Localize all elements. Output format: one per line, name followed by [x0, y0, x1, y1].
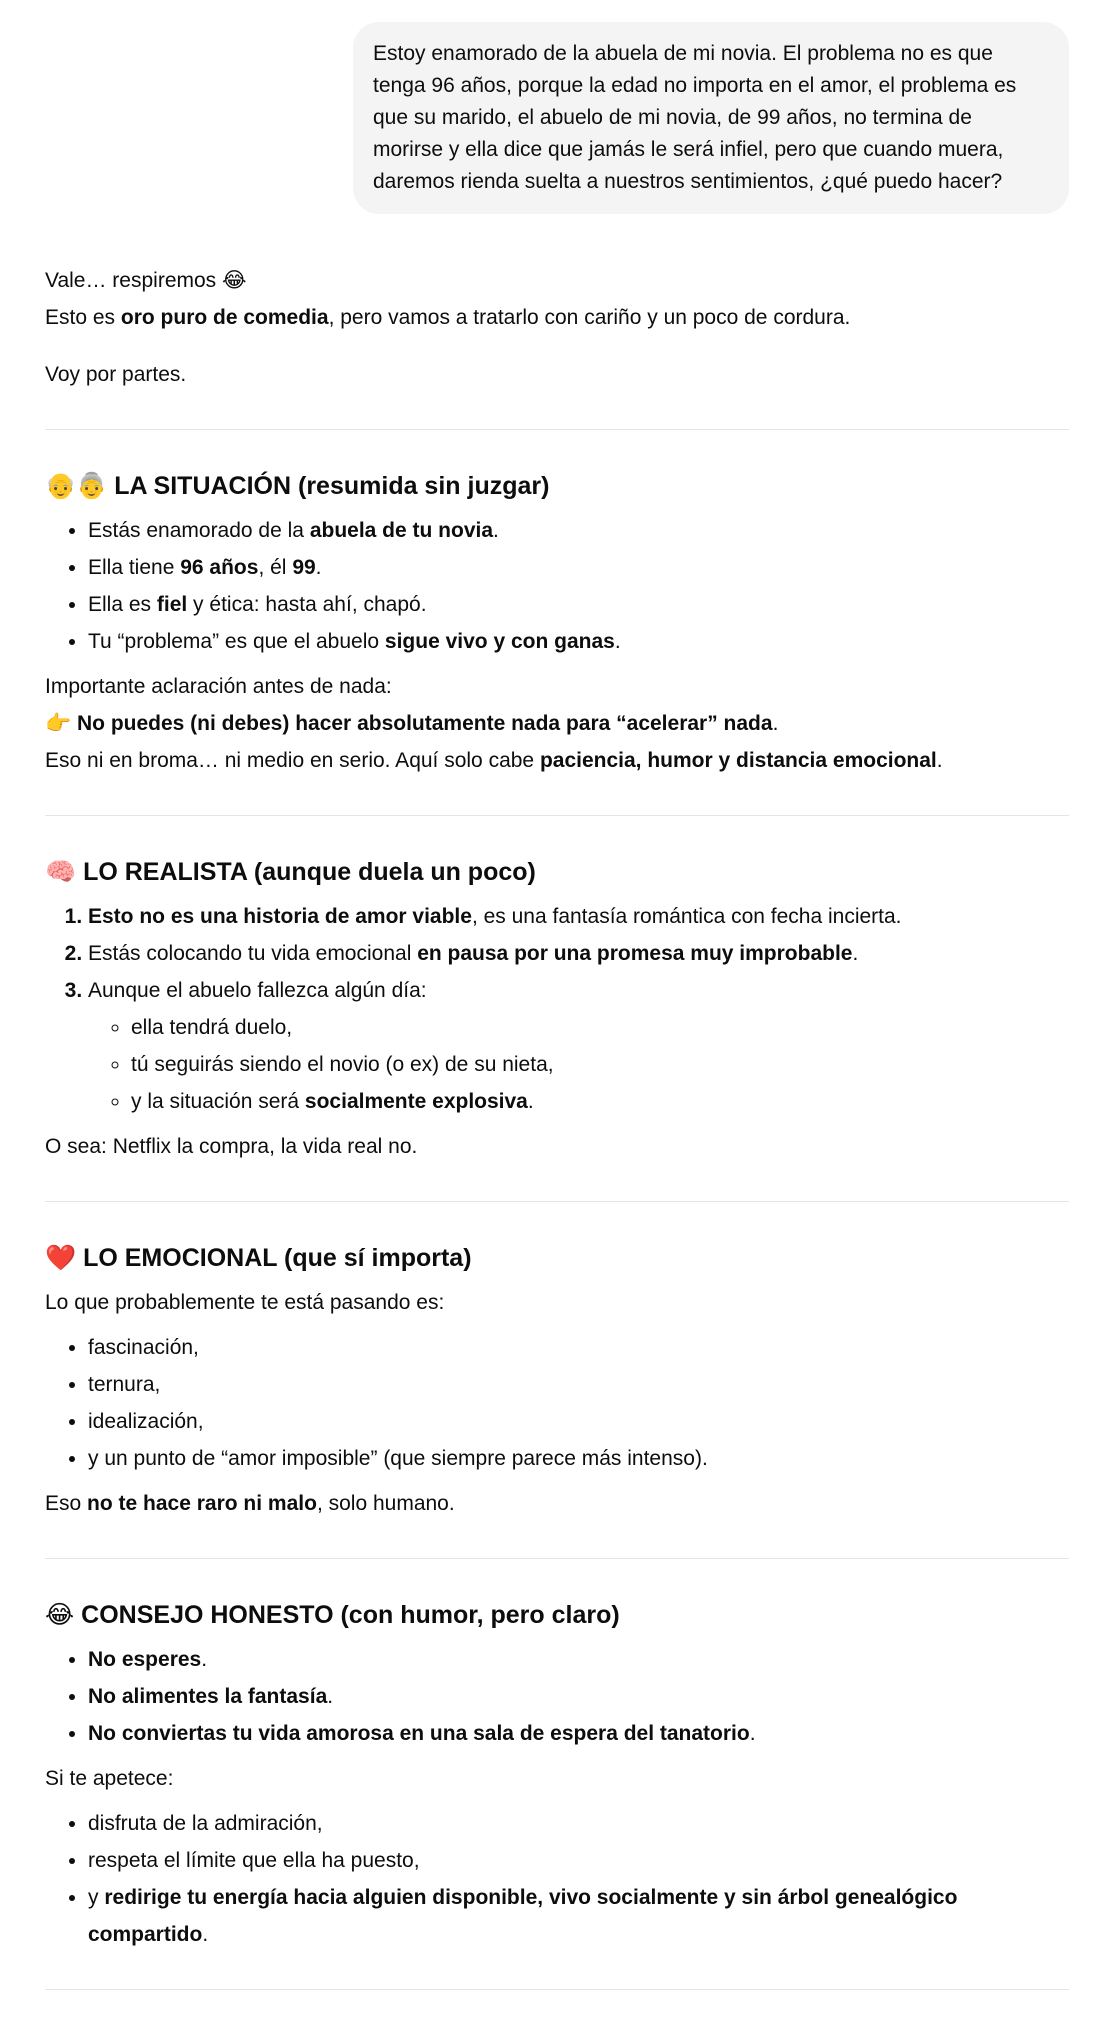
paragraph: Lo que probablemente te está pasando es:	[45, 1291, 445, 1314]
intro-text: , pero vamos a tratarlo con cariño y un poco de cordura.	[328, 306, 851, 329]
paragraph: O sea: Netflix la compra, la vida real no.	[45, 1135, 418, 1158]
red-heart-icon: ❤️	[45, 1243, 77, 1272]
paragraph: Si te apetece:	[45, 1767, 174, 1790]
section-title: CONSEJO HONESTO (con humor, pero claro)	[81, 1601, 620, 1629]
paragraph: Eso ni en broma… ni medio en serio. Aquí solo cabe paciencia, humor y distancia emocional.	[45, 749, 943, 772]
section-title: LO REALISTA (aunque duela un poco)	[83, 858, 536, 886]
section-title: LO EMOCIONAL (que sí importa)	[83, 1244, 472, 1272]
nested-list	[88, 1009, 1069, 1120]
section-heading-realista	[45, 852, 1069, 892]
list-item: • respeta el límite que ella ha puesto,	[88, 1842, 1069, 1879]
section-heading-emocional	[45, 1238, 1069, 1278]
laughing-emoji-icon: 😂	[45, 1600, 75, 1629]
list-item: • disfruta de la admiración,	[88, 1805, 1069, 1842]
section-title: LA SITUACIÓN (resumida sin juzgar)	[114, 472, 550, 500]
list-item: • Ella tiene 96 años, él 99.	[88, 549, 1069, 586]
emotional-list	[45, 1329, 1069, 1477]
paragraph: Importante aclaración antes de nada:	[45, 675, 392, 698]
list-item: • No conviertas tu vida amorosa en una sala de espera del tanatorio.	[88, 1715, 1069, 1752]
list-item: • fascinación,	[88, 1329, 1069, 1366]
list-item: • No esperes.	[88, 1641, 1069, 1678]
paragraph: 👉 No puedes (ni debes) hacer absolutamente nada para “acelerar” nada.	[45, 711, 779, 735]
realistic-list	[45, 898, 1069, 1120]
advice-list	[45, 1641, 1069, 1752]
section-divider	[45, 815, 1069, 816]
list-item: • idealización,	[88, 1403, 1069, 1440]
list-item: ◦ tú seguirás siendo el novio (o ex) de su nieta,	[131, 1046, 1069, 1083]
pointing-hand-icon: 👉	[45, 711, 72, 735]
intro-line-3: Voy por partes.	[45, 363, 187, 386]
list-item: • Estás enamorado de la abuela de tu novia.	[88, 512, 1069, 549]
list-item: • y redirige tu energía hacia alguien disponible, vivo socialmente y sin árbol genealógico compartido.	[88, 1879, 1069, 1953]
section-divider	[45, 1989, 1069, 1990]
section-heading-situacion	[45, 466, 1069, 506]
list-item: 3. Aunque el abuelo fallezca algún día: ◦ ella tendrá duelo, ◦ tú seguirás siendo el novio (o ex) de su nieta, ◦ y la situación será socialmente explosiva.	[88, 972, 1069, 1120]
assistant-reply	[0, 214, 1105, 1990]
list-item: • ternura,	[88, 1366, 1069, 1403]
list-item: ◦ ella tendrá duelo,	[131, 1009, 1069, 1046]
list-item: • No alimentes la fantasía.	[88, 1678, 1069, 1715]
situation-list	[45, 512, 1069, 660]
section-divider	[45, 429, 1069, 430]
paragraph: Eso no te hace raro ni malo, solo humano.	[45, 1492, 455, 1515]
user-message-row	[0, 0, 1105, 214]
laughing-emoji-icon: 😂	[222, 268, 247, 292]
suggestion-list	[45, 1805, 1069, 1953]
section-heading-consejo	[45, 1595, 1069, 1635]
brain-icon: 🧠	[45, 857, 77, 886]
list-item: • Tu “problema” es que el abuelo sigue vivo y con ganas.	[88, 623, 1069, 660]
section-divider	[45, 1201, 1069, 1202]
intro-text: Vale… respiremos	[45, 269, 223, 292]
section-divider	[45, 1558, 1069, 1559]
user-message-bubble: Estoy enamorado de la abuela de mi novia. El problema no es que tenga 96 años, porque la edad no importa en el amor, el problema es que su marido, el abuelo de mi novia, de 99 años, no termina de morirse y ella dice que jamás le será infiel, pero que cuando muera, daremos rienda suelta a nuestros sentimientos, ¿qué puedo hacer?	[353, 22, 1069, 214]
list-item: • y un punto de “amor imposible” (que siempre parece más intenso).	[88, 1440, 1069, 1477]
list-item: 1. Esto no es una historia de amor viable, es una fantasía romántica con fecha incierta.	[88, 898, 1069, 935]
list-item: 2. Estás colocando tu vida emocional en pausa por una promesa muy improbable.	[88, 935, 1069, 972]
list-item: • Ella es fiel y ética: hasta ahí, chapó.	[88, 586, 1069, 623]
intro-text: Esto es	[45, 306, 121, 329]
intro-line-1	[45, 262, 1069, 299]
elderly-couple-icon: 👴👵	[45, 471, 108, 500]
intro-line-2	[45, 299, 1069, 336]
list-item: ◦ y la situación será socialmente explosiva.	[131, 1083, 1069, 1120]
intro-bold: oro puro de comedia	[120, 306, 329, 329]
